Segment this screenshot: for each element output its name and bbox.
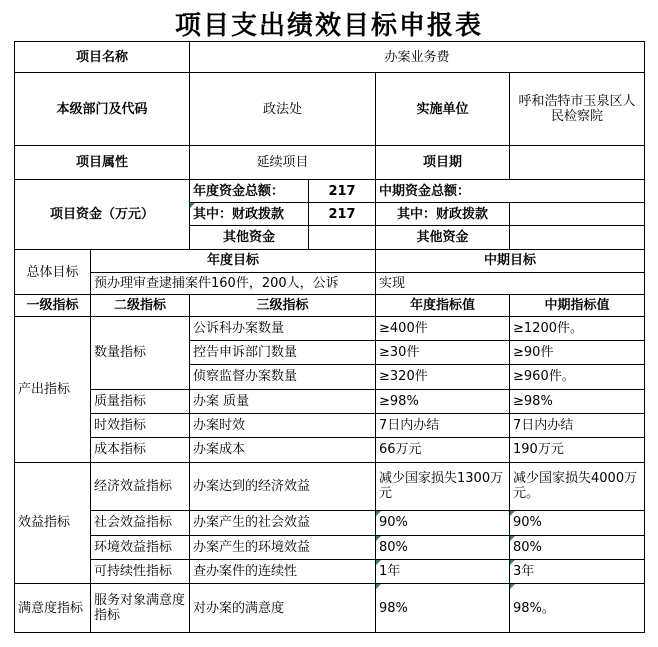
col-mid-header: 中期指标值: [510, 295, 645, 316]
sustainability-indicator-label: 可持续性指标: [91, 559, 190, 583]
indicator-mid: ≥1200件。: [510, 316, 645, 340]
social-indicator-label: 社会效益指标: [91, 511, 190, 535]
col-lvl3-header: 三级指标: [190, 295, 376, 316]
indicator-name: 控告申诉部门数量: [190, 341, 376, 365]
indicator-name: 公诉科办案数量: [190, 316, 376, 340]
row-fund-total: [15, 179, 645, 202]
row-project-name: [15, 42, 645, 73]
indicator-annual: 1年: [376, 559, 510, 583]
dept-code-label: 本级部门及代码: [15, 73, 190, 146]
table-row: [15, 584, 645, 633]
timeliness-indicator-label: 时效指标: [91, 413, 190, 437]
economic-indicator-label: 经济效益指标: [91, 462, 190, 511]
mid-fiscal-alloc-label: 其中：财政拨款: [376, 203, 510, 226]
mid-fiscal-alloc-value: [510, 203, 645, 226]
indicator-annual: 减少国家损失1300万元: [376, 462, 510, 511]
cost-indicator-label: 成本指标: [91, 438, 190, 462]
quantity-indicator-label: 数量指标: [91, 316, 190, 389]
satisfaction-indicator-label: 满意度指标: [15, 584, 91, 633]
indicator-name: 查办案件的连续性: [190, 559, 376, 583]
project-name-label: 项目名称: [15, 42, 190, 73]
fiscal-alloc-label: 其中：财政拨款: [190, 203, 309, 226]
impl-unit-label: 实施单位: [376, 73, 510, 146]
indicator-mid: 3年: [510, 559, 645, 583]
row-goal-headers: [15, 249, 645, 272]
indicator-annual: ≥320件: [376, 365, 510, 389]
indicator-name: 办案达到的经济效益: [190, 462, 376, 511]
table-row: [15, 511, 645, 535]
indicator-mid: 98%。: [510, 584, 645, 633]
annual-goal-header: 年度目标: [91, 249, 376, 272]
row-goal-text: [15, 273, 645, 295]
indicator-name: 办案 质量: [190, 389, 376, 413]
project-name-value: 办案业务费: [190, 42, 645, 73]
indicator-annual: ≥98%: [376, 389, 510, 413]
service-satisfaction-label: 服务对象满意度指标: [91, 584, 190, 633]
indicator-mid: 7日内办结: [510, 413, 645, 437]
benefit-indicator-label: 效益指标: [15, 462, 91, 584]
col-annual-header: 年度指标值: [376, 295, 510, 316]
mid-total-label: 中期资金总额：: [376, 179, 510, 202]
output-indicator-label: 产出指标: [15, 316, 91, 462]
table-row: [15, 462, 645, 511]
environment-indicator-label: 环境效益指标: [91, 535, 190, 559]
project-period-label: 项目期: [376, 146, 510, 179]
fiscal-alloc-value: 217: [309, 203, 376, 226]
row-indicator-headers: [15, 295, 645, 316]
indicator-annual: 98%: [376, 584, 510, 633]
mid-total-value: [510, 179, 645, 202]
quality-indicator-label: 质量指标: [91, 389, 190, 413]
col-lvl2-header: 二级指标: [91, 295, 190, 316]
indicator-annual: 7日内办结: [376, 413, 510, 437]
overall-goal-label: 总体目标: [15, 249, 91, 295]
mid-goal-header: 中期目标: [376, 249, 645, 272]
indicator-name: 侦察监督办案数量: [190, 365, 376, 389]
annual-total-value: 217: [309, 179, 376, 202]
indicator-mid: ≥90件: [510, 341, 645, 365]
table-row: [15, 559, 645, 583]
indicator-annual: ≥400件: [376, 316, 510, 340]
project-attr-label: 项目属性: [15, 146, 190, 179]
form-title: 项目支出绩效目标申报表: [174, 11, 483, 41]
mid-goal-text: 实现: [376, 273, 645, 295]
indicator-annual: 80%: [376, 535, 510, 559]
indicator-mid: ≥98%: [510, 389, 645, 413]
table-row: [15, 389, 645, 413]
indicator-mid: 190万元: [510, 438, 645, 462]
table-row: [15, 413, 645, 437]
indicator-mid: 90%: [510, 511, 645, 535]
other-funds-value: [309, 226, 376, 249]
indicator-name: 办案成本: [190, 438, 376, 462]
indicator-name: 办案时效: [190, 413, 376, 437]
indicator-annual: 66万元: [376, 438, 510, 462]
indicator-name: 办案产生的社会效益: [190, 511, 376, 535]
performance-goal-table: [14, 41, 645, 633]
mid-other-funds-label: 其他资金: [376, 226, 510, 249]
indicator-name: 对办案的满意度: [190, 584, 376, 633]
mid-other-funds-value: [510, 226, 645, 249]
project-attr-value: 延续项目: [190, 146, 376, 179]
indicator-mid: 80%: [510, 535, 645, 559]
table-row: [15, 535, 645, 559]
dept-value: 政法处: [190, 73, 376, 146]
annual-goal-text: 预办理审查逮捕案件160件，200人，公诉: [91, 273, 376, 295]
col-lvl1-header: 一级指标: [15, 295, 91, 316]
project-fund-label: 项目资金（万元）: [15, 179, 190, 249]
indicator-name: 办案产生的环境效益: [190, 535, 376, 559]
indicator-annual: 90%: [376, 511, 510, 535]
indicator-mid: 减少国家损失4000万元。: [510, 462, 645, 511]
indicator-mid: ≥960件。: [510, 365, 645, 389]
indicator-annual: ≥30件: [376, 341, 510, 365]
row-department: [15, 73, 645, 146]
table-row: [15, 438, 645, 462]
table-row: [15, 316, 645, 340]
row-project-attr: [15, 146, 645, 179]
other-funds-label: 其他资金: [190, 226, 309, 249]
annual-total-label: 年度资金总额：: [190, 179, 309, 202]
project-period-value: [510, 146, 645, 179]
impl-unit-value: 呼和浩特市玉泉区人民检察院: [510, 73, 645, 146]
